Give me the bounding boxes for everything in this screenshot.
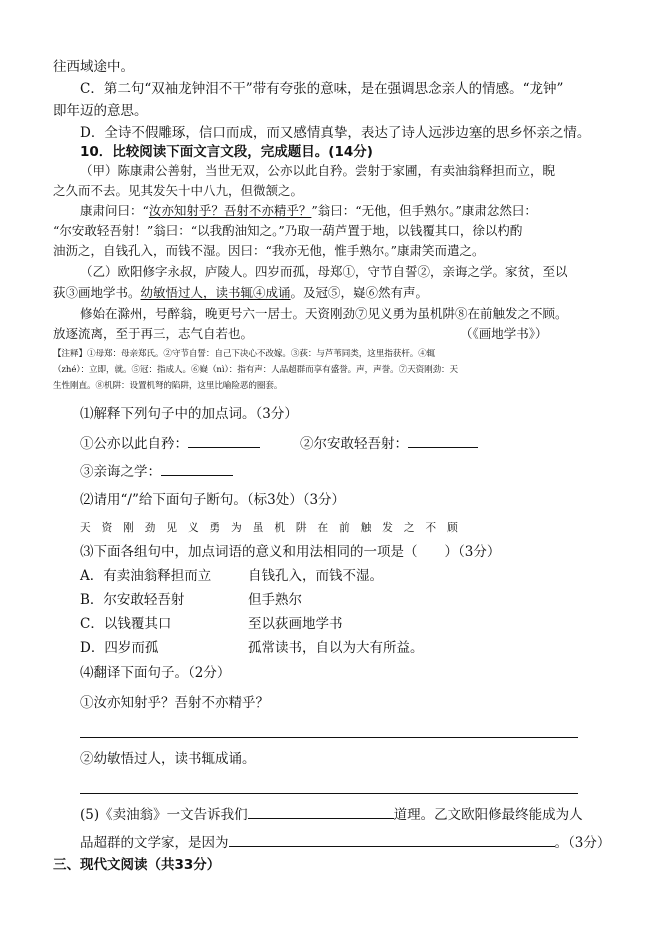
sub-question-1b: [300, 433, 478, 454]
passage-jia-line: “尔安敢轻吾射！”翁曰：“以我酌油知之。”乃取一葫芦置于地，以钱覆其口，徐以杓酌: [53, 223, 523, 238]
answer-blank[interactable]: [408, 433, 478, 448]
passage-yi-line: （乙）欧阳修字永叔，庐陵人。四岁而孤，母郑①，守节自誓②，亲诲之学。家贫，至以: [80, 264, 568, 279]
prompt-text: (5)《卖油翁》一文告诉我们: [80, 807, 248, 823]
passage-jia-line: （甲）陈康肃公善射，当世无双，公亦以此自矜。尝射于家圃，有卖油翁释担而立，睨: [80, 163, 556, 178]
sentence-to-punctuate: 天资刚劲见义勇为虽机阱在前触发之不顾: [80, 522, 469, 534]
answer-blank[interactable]: [229, 832, 555, 847]
passage-yi-line: [53, 283, 428, 303]
option-d-line: D．全诗不假雕琢，信口而成，而又感情真挚，表达了诗人远涉边塞的思乡怀亲之情。: [80, 125, 591, 141]
choice-a-left: A．有卖油翁释担而立: [80, 568, 212, 584]
passage-text: ”翁曰：“无他，但手熟尔。”康肃忿然曰：: [311, 203, 537, 218]
choice-b-left: B．尔安敢轻吾射: [80, 592, 185, 608]
prompt-text: ③亲诲之学：: [80, 464, 161, 480]
text-line: 即年迈的意思。: [53, 103, 148, 119]
option-c-line: C．第二句“双袖龙钟泪不干”带有夸张的意味，是在强调思念亲人的情感。“龙钟”: [80, 81, 564, 97]
sub-question-2: ⑵请用“/”给下面句子断句。（标3处）（3分）: [80, 492, 346, 508]
passage-text: 荻③画地学书。: [53, 285, 141, 300]
prompt-text: 道理。乙文欧阳修最终能成为人: [393, 807, 583, 823]
answer-blank[interactable]: [248, 804, 394, 819]
answer-line[interactable]: [80, 737, 578, 738]
choice-d-left: D．四岁而孤: [80, 640, 159, 656]
annotation-line: 生性刚直。⑧机阱：设置机弩的陷阱，这里比喻险恶的圈套。: [53, 381, 283, 391]
passage-source: （《画地学书》）: [460, 326, 548, 341]
passage-text: 。及冠⑤，嶷⑥然有声。: [290, 285, 429, 300]
answer-blank[interactable]: [161, 461, 233, 476]
underlined-sentence: 汝亦知射乎？吾射不亦精乎？: [148, 203, 312, 218]
sub-question-4a: ①汝亦知射乎？吾射不亦精乎？: [80, 695, 269, 711]
sub-question-5a: [80, 804, 583, 825]
annotation-line: 【注释】①母郑：母亲郑氏。②守节自誓：自己下决心不改嫁。③荻：与芦苇同类，这里指获杆。④辄: [53, 349, 436, 359]
choice-c-left: C．以钱覆其口: [80, 616, 172, 632]
answer-blank[interactable]: [188, 433, 260, 448]
sub-question-4b: ②幼敏悟过人，读书辄成诵。: [80, 751, 256, 767]
sub-question-1c: [80, 461, 233, 482]
choice-a-right: 自钱孔入，而钱不湿。: [248, 568, 383, 584]
choice-b-right: 但手熟尔: [248, 592, 302, 608]
answer-line[interactable]: [80, 793, 578, 794]
prompt-text: 。（3分）: [554, 835, 611, 851]
section-3-heading: 三、现代文阅读（共33分）: [53, 857, 221, 873]
prompt-text: 品超群的文学家，是因为: [80, 835, 229, 851]
sub-question-5b: [80, 832, 610, 853]
prompt-text: ①公亦以此自矜：: [80, 436, 188, 452]
question-10-heading: 10．比较阅读下面文言文段，完成题目。(14分): [80, 144, 373, 160]
sub-question-1: ⑴解释下列句子中的加点词。（3分）: [80, 406, 298, 422]
sub-question-3: ⑶下面各组句中，加点词语的意义和用法相同的一项是（ ）（3分）: [80, 544, 501, 560]
sub-question-1a: [80, 433, 260, 454]
passage-jia-line: 之久而不去。见其发矢十中八九，但微颔之。: [53, 183, 304, 198]
passage-jia-line: 油沥之，自钱孔入，而钱不湿。因曰：“我亦无他，惟手熟尔。”康肃笑而遣之。: [53, 243, 485, 258]
choice-c-right: 至以荻画地学书: [248, 616, 343, 632]
text-line: 往西域途中。: [53, 59, 134, 75]
passage-yi-line: 放逐流离，至于再三，志气自若也。: [53, 326, 254, 341]
sub-question-4: ⑷翻译下面句子。（2分）: [80, 665, 231, 681]
passage-text: 康肃问曰：“: [80, 203, 149, 218]
passage-jia-line: [80, 201, 537, 221]
choice-d-right: 孤常读书，自以为大有所益。: [248, 640, 424, 656]
prompt-text: ②尔安敢轻吾射：: [300, 436, 408, 452]
annotation-line: （zhé）：立即，就。⑤冠：指成人。⑥嶷（nì）：指有声：人品超群而享有盛誉。声，声誉。⑦天资刚劲：天: [53, 365, 459, 375]
passage-yi-line: 修始在滁州，号醉翁，晚更号六一居士。天资刚劲⑦见义勇为虽机阱⑧在前触发之不顾。: [80, 306, 568, 321]
underlined-sentence: 幼敏悟过人，读书辄④成诵: [140, 285, 291, 300]
